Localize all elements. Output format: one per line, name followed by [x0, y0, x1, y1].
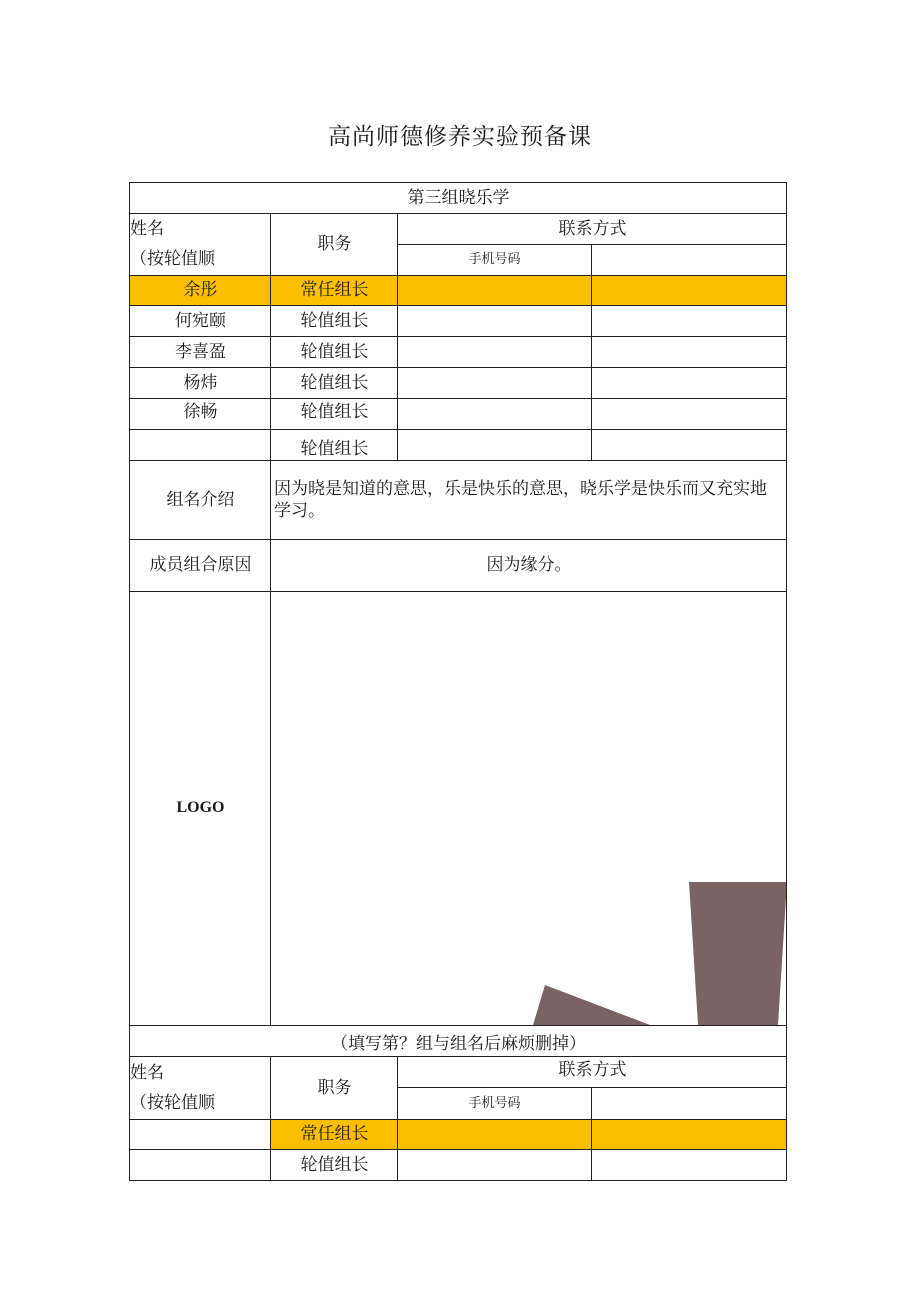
logo-label: LOGO — [176, 799, 225, 816]
intro-text: 因为晓是知道的意思，乐是快乐的意思，晓乐学是快乐而又充实地学习。 — [274, 478, 767, 521]
member-name: 徐畅 — [183, 402, 218, 422]
name-column-header — [130, 213, 271, 275]
logo-shape-left — [533, 985, 650, 1025]
document-title: 高尚师德修养实验预备课 — [328, 124, 592, 150]
group-header: 第三组晓乐学 — [407, 188, 510, 208]
member-role: 轮值组长 — [300, 402, 369, 422]
table-border — [129, 539, 787, 540]
table-border — [270, 1056, 271, 1181]
member-name — [130, 429, 271, 460]
member-role: 轮值组长 — [300, 439, 369, 459]
member-name: 李喜盈 — [175, 341, 226, 362]
table-border — [129, 336, 787, 337]
table-border — [129, 591, 787, 592]
group-header: （填写第？组与组名后麻烦删掉） — [331, 1034, 586, 1054]
reason-text: 因为缘分。 — [486, 555, 572, 575]
name-header-line1: 姓名 — [130, 1063, 164, 1083]
table-border — [591, 244, 592, 460]
table-border — [129, 1180, 787, 1181]
member-role: 轮值组长 — [300, 1154, 369, 1175]
table-border — [397, 1056, 398, 1181]
name-column-header — [130, 1057, 271, 1119]
logo-shape-right — [689, 882, 787, 1025]
table-border — [129, 429, 787, 430]
table-border — [398, 1087, 787, 1088]
intro-label: 组名介绍 — [166, 489, 235, 510]
contact-column-header: 联系方式 — [558, 1060, 627, 1080]
reason-label: 成员组合原因 — [149, 555, 252, 575]
member-role: 常任组长 — [300, 1124, 369, 1144]
name-header-line2: （按轮值顺 — [130, 1093, 215, 1113]
table-border — [129, 275, 787, 276]
role-column-header: 职务 — [317, 234, 352, 254]
table-border — [129, 1025, 787, 1026]
table-border — [129, 460, 787, 461]
table-border — [129, 182, 130, 1181]
table-border — [591, 1087, 592, 1181]
member-name — [130, 1149, 271, 1180]
member-name: 杨炜 — [183, 372, 218, 393]
table-border — [129, 213, 787, 214]
table-border — [129, 305, 787, 306]
table-border — [398, 244, 787, 245]
contact-column-header: 联系方式 — [558, 218, 627, 239]
phone-column-header: 手机号码 — [468, 1095, 521, 1111]
member-name — [130, 1119, 271, 1149]
member-name: 余彤 — [183, 280, 218, 300]
table-border — [270, 213, 271, 1025]
table-border — [786, 182, 787, 1181]
member-role: 轮值组长 — [300, 310, 369, 331]
table-border — [129, 1149, 787, 1150]
name-header-line1: 姓名 — [130, 219, 164, 239]
member-role: 轮值组长 — [300, 341, 369, 362]
name-header-line2: （按轮值顺 — [130, 249, 215, 269]
phone-column-header: 手机号码 — [468, 251, 521, 267]
table-border — [129, 1119, 787, 1120]
table-border — [397, 213, 398, 460]
table-border — [129, 367, 787, 368]
member-role: 常任组长 — [300, 280, 369, 300]
table-border — [129, 182, 787, 183]
member-role: 轮值组长 — [300, 372, 369, 393]
table-border — [129, 1056, 787, 1057]
member-name: 何宛颐 — [175, 310, 226, 331]
table-border — [129, 398, 787, 399]
role-column-header: 职务 — [317, 1078, 352, 1098]
